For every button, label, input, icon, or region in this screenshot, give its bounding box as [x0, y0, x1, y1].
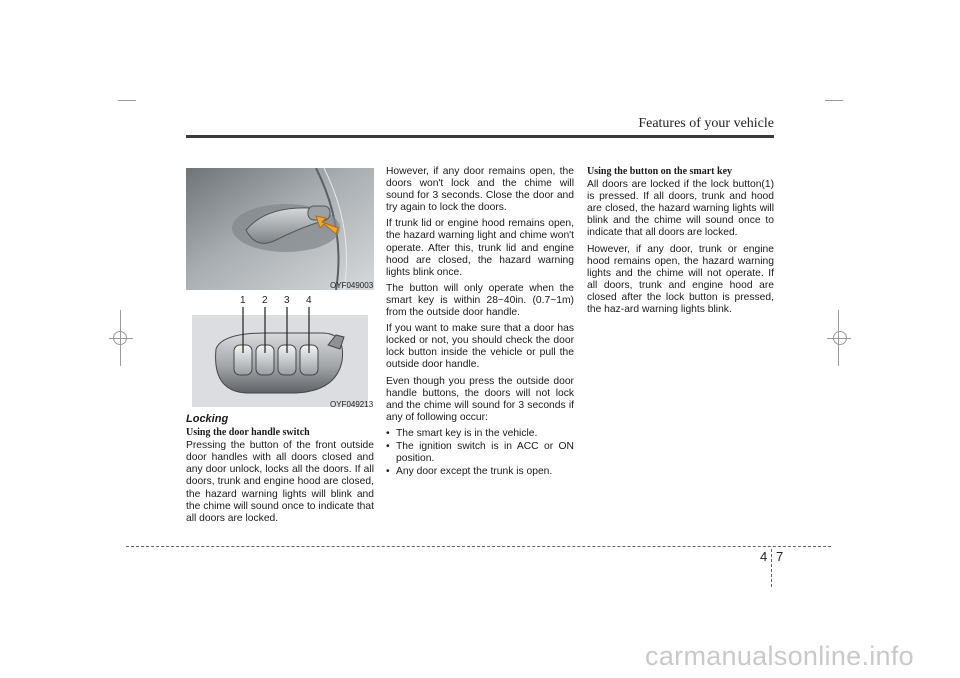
list-item: • Any door except the trunk is open.: [386, 466, 574, 478]
registration-mark: [113, 331, 127, 345]
page-number-separator: [771, 549, 772, 587]
paragraph: If you want to make sure that a door has locked or not, you should check the door lock button inside the vehicle or pull the outside door handle.: [386, 323, 574, 371]
section-title: Features of your vehicle: [638, 116, 774, 131]
smart-key-illustration: [186, 291, 374, 409]
key-label-4: 4: [306, 295, 312, 306]
chapter-number: 4: [760, 549, 768, 564]
paragraph: All doors are locked if the lock button(1) is pressed. If all doors, trunk and hood are closed, the hazard warning lights will blink and the chime will sound once to indicate that all doors are locked.: [587, 179, 774, 239]
key-label-1: 1: [240, 295, 246, 306]
column-middle: [386, 166, 574, 479]
section-heading: Locking: [186, 413, 229, 425]
paragraph: However, if any door, trunk or engine hood remains open, the hazard warning lights and the chime will not operate. If all doors, trunk and engine hood are closed after the lock button is pressed, the haz-ard warning lights blink.: [587, 243, 774, 316]
watermark: carmanualsonline.info: [645, 641, 914, 671]
header-rule: [186, 135, 774, 138]
paragraph: Even though you press the outside door handle buttons, the doors will not lock and the chime will sound for 3 seconds if any of following occur:: [386, 375, 574, 423]
list-item: • The ignition switch is in ACC or ON position.: [386, 441, 574, 465]
key-label-3: 3: [284, 295, 290, 306]
door-handle-illustration: [186, 168, 374, 290]
figure-code: OYF049213: [330, 400, 374, 409]
footer-rule: [126, 546, 831, 547]
registration-mark: [833, 331, 847, 345]
crop-mark: [118, 100, 136, 101]
figure-code: OYF049003: [330, 281, 374, 290]
subsection-heading: Using the door handle switch: [186, 427, 310, 439]
page-number: 7: [776, 549, 784, 564]
list-item: • The smart key is in the vehicle.: [386, 428, 574, 440]
subsection-heading: Using the button on the smart key: [587, 166, 733, 177]
paragraph: If trunk lid or engine hood remains open, the hazard warning light and chime won't operate. After this, trunk lid and engine hood are closed, the hazard warning lights blink once.: [386, 218, 574, 278]
paragraph: However, if any door remains open, the doors won't lock and the chime will sound for 3 seconds. Close the door and try again to lock the doors.: [386, 166, 574, 214]
key-label-2: 2: [262, 295, 268, 306]
bullet-list: [386, 428, 574, 478]
paragraph: Pressing the button of the front outside door handles with all doors closed and any door unlock, locks all the doors. If all doors, trunk and engine hood are closed, the hazard warning lights will blink and the chime will sound once to indicate that all doors are locked.: [186, 440, 374, 524]
paragraph: The button will only operate when the smart key is within 28~40in. (0.7~1m) from the outside door handle.: [386, 282, 574, 319]
crop-mark: [825, 100, 843, 101]
column-right: [587, 166, 774, 320]
column-left: [186, 413, 374, 529]
